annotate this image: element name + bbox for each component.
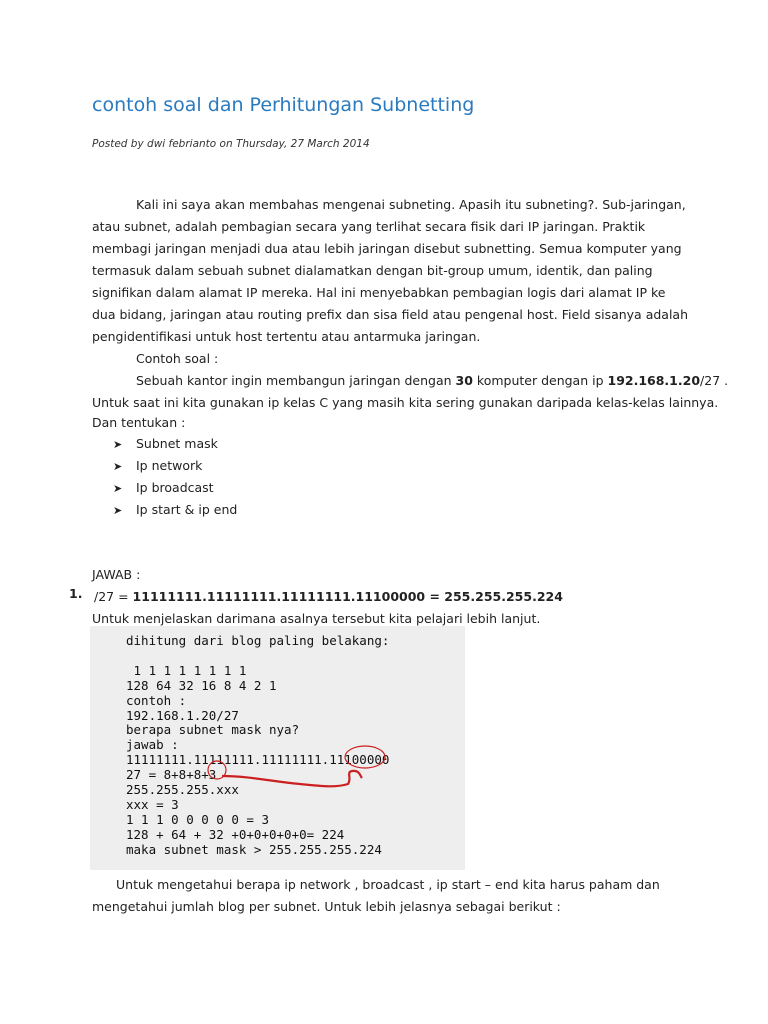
answer-value: 11111111.11111111.11111111.11100000 = 255.255.255.224 [132,589,563,604]
list-item [113,455,237,477]
code-image [90,626,465,870]
list-item [113,433,237,455]
code-line: xxx = 3 [126,796,179,812]
jawab-label: JAWAB : [92,567,141,582]
list-item-label: Ip broadcast [136,480,214,495]
problem-line-1 [136,370,728,392]
problem-text-a: Sebuah kantor ingin membangun jaringan dengan [136,373,456,388]
post-byline: Posted by dwi febrianto on Thursday, 27 March 2014 [92,138,370,150]
contoh-label: Contoh soal : [136,351,219,366]
code-line: maka subnet mask > 255.255.255.224 [126,841,382,857]
problem-line-3: Dan tentukan : [92,415,186,430]
task-list [113,433,237,521]
arrow-bullet-icon: ➤ [113,438,123,451]
code-line: jawab : [126,737,179,753]
code-line: 1 1 1 1 1 1 1 1 [126,662,247,678]
answer-line [94,586,563,608]
code-line: 1 1 1 0 0 0 0 0 = 3 [126,811,269,827]
list-item-label: Ip start & ip end [136,502,238,517]
code-line: 255.255.255.xxx [126,782,239,798]
code-line: 11111111.11111111.11111111.11100000 [126,752,390,768]
intro-paragraph [92,194,688,348]
list-item-label: Subnet mask [136,436,218,451]
answer-prefix: /27 = [94,589,133,604]
code-line: 128 64 32 16 8 4 2 1 [126,677,277,693]
list-item-label: Ip network [136,458,203,473]
list-item [113,477,237,499]
highlight-circle-icon [345,746,385,768]
bottom-paragraph [92,874,692,918]
code-line: dihitung dari blog paling belakang: [126,633,390,648]
code-line: contoh : [126,692,187,708]
code-line: berapa subnet mask nya? [126,722,300,738]
arrow-bullet-icon: ➤ [113,482,123,495]
arrow-bullet-icon: ➤ [113,504,123,517]
code-line: 128 + 64 + 32 +0+0+0+0+0= 224 [126,826,345,842]
problem-line-2: Untuk saat ini kita gunakan ip kelas C yang masih kita sering gunakan daripada kelas-kelas lainnya. [92,395,719,410]
answer-number: 1. [69,586,83,601]
problem-text-c: /27 . [700,373,729,388]
list-item [113,499,237,521]
problem-text-b: komputer dengan ip [472,373,608,388]
problem-computer-count: 30 [455,373,473,388]
post-title[interactable]: contoh soal dan Perhitungan Subnetting [92,94,475,116]
problem-ip: 192.168.1.20 [607,373,701,388]
connector-line-icon [222,771,362,786]
intro-text: Kali ini saya akan membahas mengenai subneting. Apasih itu subneting?. Sub-jaringan, atau subnet, adalah pembagian secara yang terlihat secara fisik dari IP jaringan. Praktik membagi jaringan menjadi dua atau lebih jaringan disebut subnetting. Semua komputer yang termasuk dalam sebuah subnet dialamatkan dengan bit-group umum, identik, dan paling signifikan dalam alamat IP mereka. Hal ini menyebabkan pembagian logis dari alamat IP ke dua bidang, jaringan atau routing prefix dan sisa field atau pengenal host. Field sisanya adalah pengidentifikasi untuk host tertentu atau antarmuka jaringan. [92,197,689,344]
explain-line: Untuk menjelaskan darimana asalnya tersebut kita pelajari lebih lanjut. [92,611,541,626]
red-annotation [90,626,465,870]
bottom-text: Untuk mengetahui berapa ip network , broadcast , ip start – end kita harus paham dan mengetahui jumlah blog per subnet. Untuk lebih jelasnya sebagai berikut : [92,877,660,914]
arrow-bullet-icon: ➤ [113,460,123,473]
code-line: 192.168.1.20/27 [126,707,239,723]
code-line: 27 = 8+8+8+3 [126,767,217,783]
